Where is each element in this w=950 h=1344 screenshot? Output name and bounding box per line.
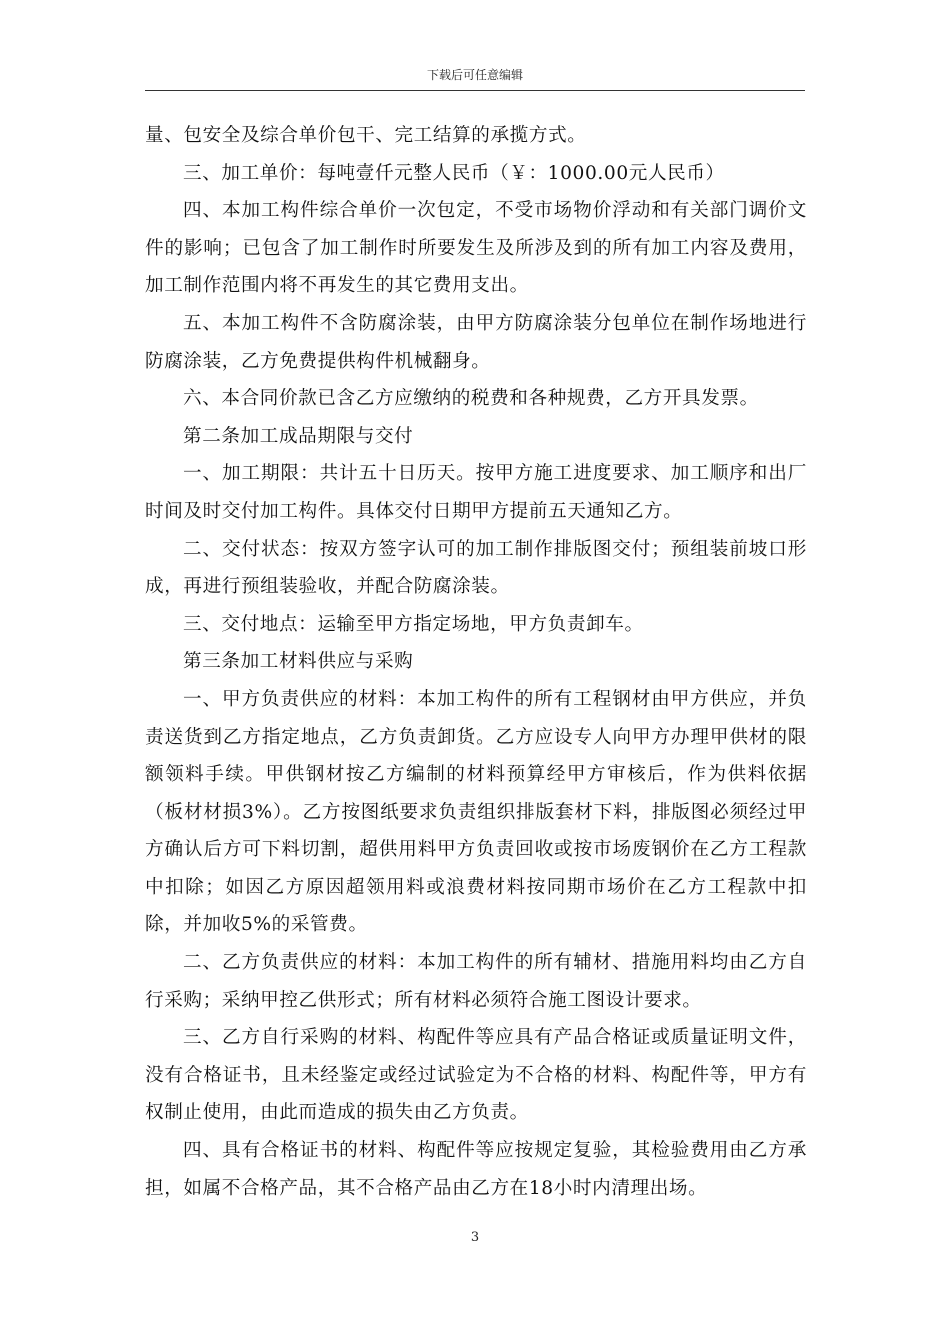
paragraph-delivery-status: 二、交付状态：按双方签字认可的加工制作排版图交付；预组装前坡口形成，再进行预组装验收，并配合防腐涂装。 <box>145 538 807 598</box>
header-divider <box>145 90 805 91</box>
paragraph-anticorrosion: 五、本加工构件不含防腐涂装，由甲方防腐涂装分包单位在制作场地进行防腐涂装，乙方免费提供构件机械翻身。 <box>145 312 807 372</box>
paragraph-continuation: 量、包安全及综合单价包干、完工结算的承揽方式。 <box>145 125 587 146</box>
section-heading-article-2: 第二条加工成品期限与交付 <box>183 425 414 447</box>
paragraph-certification: 三、乙方自行采购的材料、构配件等应具有产品合格证或质量证明文件，没有合格证书，且未经鉴定或经过试验定为不合格的材料、构配件等，甲方有权制止使用，由此而造成的损失由乙方负责。 <box>145 1027 807 1124</box>
header-note: 下载后可任意编辑 <box>426 68 523 82</box>
paragraph-processing-period: 一、加工期限：共计五十日历天。按甲方施工进度要求、加工顺序和出厂时间及时交付加工构件。具体交付日期甲方提前五天通知乙方。 <box>145 463 807 522</box>
paragraph-party-a-materials: 一、甲方负责供应的材料：本加工构件的所有工程钢材由甲方供应，并负责送货到乙方指定地点，乙方负责卸货。乙方应设专人向甲方办理甲供材的限额领料手续。甲供钢材按乙方编制的材料预算经甲方审核后，作为供料依据（板材材损3%）。乙方按图纸要求负责组织排版套材下料，排版图必须经过甲方确认后方可下料切割，超供用料甲方负责回收或按市场废钢价在乙方工程款中扣除；如因乙方原因超领用料或浪费材料按同期市场价在乙方工程款中扣除，并加收5%的采管费。 <box>145 688 807 936</box>
paragraph-unit-price: 三、加工单价：每吨壹仟元整人民币（￥：1000.00元人民币） <box>183 162 725 184</box>
paragraph-taxes: 六、本合同价款已含乙方应缴纳的税费和各种规费，乙方开具发票。 <box>183 388 759 410</box>
section-heading-article-3: 第三条加工材料供应与采购 <box>183 651 414 673</box>
page-number: 3 <box>470 1230 480 1245</box>
paragraph-party-b-materials: 二、乙方负责供应的材料：本加工构件的所有辅材、措施用料均由乙方自行采购；采纳甲控乙供形式；所有材料必须符合施工图设计要求。 <box>145 952 807 1011</box>
paragraph-lump-sum: 四、本加工构件综合单价一次包定，不受市场物价浮动和有关部门调价文件的影响；已包含了加工制作时所要发生及所涉及到的所有加工内容及费用，加工制作范围内将不再发生的其它费用支出。 <box>145 200 807 297</box>
document-body <box>145 117 807 1207</box>
paragraph-delivery-location: 三、交付地点：运输至甲方指定场地，甲方负责卸车。 <box>183 613 644 635</box>
paragraph-reinspection: 四、具有合格证书的材料、构配件等应按规定复验，其检验费用由乙方承担，如属不合格产品，其不合格产品由乙方在18小时内清理出场。 <box>145 1140 807 1199</box>
